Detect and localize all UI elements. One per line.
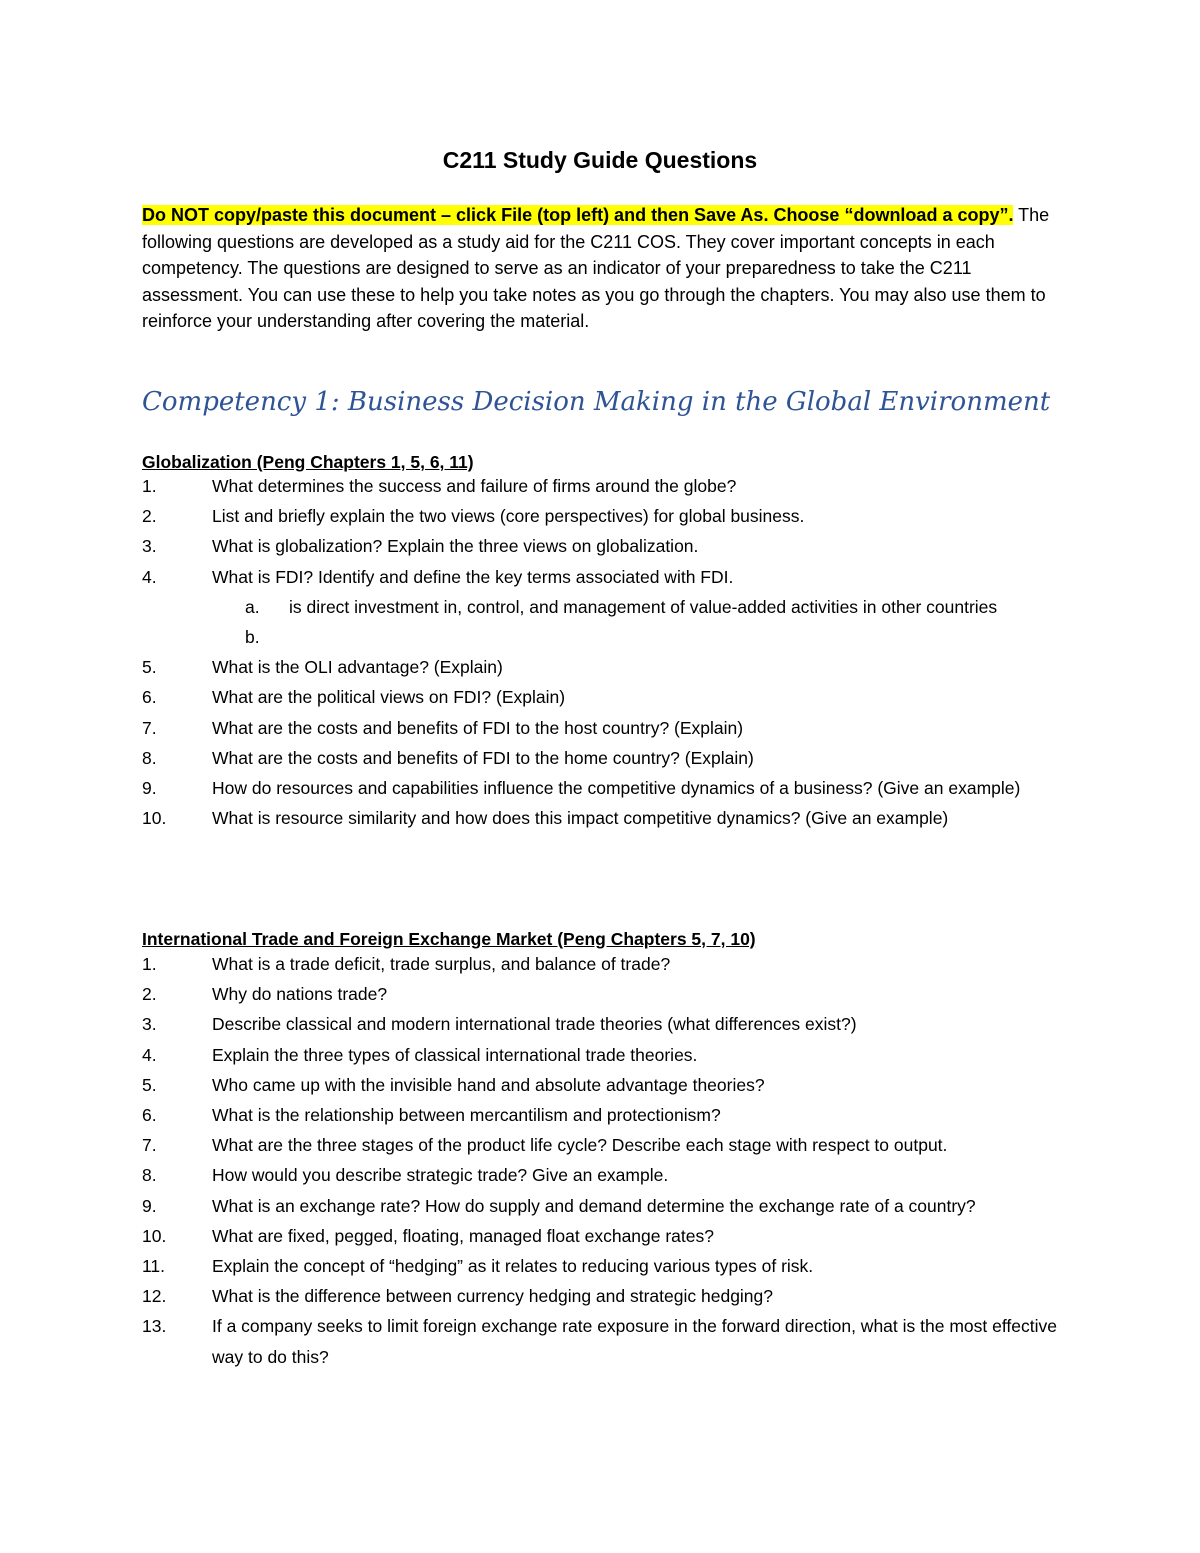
list-item: 12. What is the difference between currency hedging and strategic hedging?: [142, 1286, 774, 1307]
list-item: 5. What is the OLI advantage? (Explain): [142, 657, 503, 678]
download-notice: Do NOT copy/paste this document – click File (top left) and then Save As. Choose “download a copy”.: [142, 205, 1014, 225]
globalization-heading: Globalization (Peng Chapters 1, 5, 6, 11): [142, 452, 474, 472]
list-item: 4. What is FDI? Identify and define the key terms associated with FDI. a. is direct investment in, control, and management of value-added activities in other countries b.: [142, 562, 1062, 653]
list-item: 9. How do resources and capabilities influence the competitive dynamics of a business? (Give an example): [142, 778, 1021, 799]
globalization-question-list: [142, 471, 1062, 833]
fdi-sublist: [212, 592, 1062, 652]
trade-question-list: [142, 949, 1062, 1372]
list-item: 3. What is globalization? Explain the three views on globalization.: [142, 536, 699, 557]
intro-paragraph: [142, 202, 1067, 335]
list-item: 3. Describe classical and modern international trade theories (what differences exist?): [142, 1014, 857, 1035]
list-item: 10. What are fixed, pegged, floating, managed float exchange rates?: [142, 1225, 714, 1246]
sub-list-item: b.: [245, 627, 260, 648]
list-item: 6. What is the relationship between mercantilism and protectionism?: [142, 1105, 721, 1126]
list-item: 4. Explain the three types of classical international trade theories.: [142, 1044, 698, 1065]
list-item: 2. Why do nations trade?: [142, 984, 388, 1005]
trade-heading: International Trade and Foreign Exchange Market (Peng Chapters 5, 7, 10): [142, 929, 756, 949]
list-item: 1. What determines the success and failure of firms around the globe?: [142, 476, 737, 496]
list-item: 8. What are the costs and benefits of FDI to the home country? (Explain): [142, 747, 754, 768]
list-item: 5. Who came up with the invisible hand and absolute advantage theories?: [142, 1074, 765, 1095]
list-item: 1. What is a trade deficit, trade surplus, and balance of trade?: [142, 954, 671, 974]
intro-text: The following questions are developed as a study aid for the C211 COS. They cover important concepts in each competency. The questions are designed to serve as an indicator of your preparedness to take the C211 assessment. You can use these to help you take notes as you go through the chapters. You may also use them to reinforce your understanding after covering the material.: [142, 205, 1050, 331]
page-title: C211 Study Guide Questions: [442, 147, 758, 173]
sub-list-item: a. is direct investment in, control, and management of value-added activities in other countries: [245, 596, 998, 617]
list-item: 7. What are the three stages of the product life cycle? Describe each stage with respect to output.: [142, 1135, 948, 1156]
list-item: 7. What are the costs and benefits of FDI to the host country? (Explain): [142, 717, 744, 738]
list-item: 8. How would you describe strategic trade? Give an example.: [142, 1165, 669, 1186]
list-item: 13. If a company seeks to limit foreign exchange rate exposure in the forward direction, what is the most effective way to do this?: [142, 1316, 1057, 1367]
list-item: 2. List and briefly explain the two views (core perspectives) for global business.: [142, 506, 805, 527]
list-item: 10. What is resource similarity and how does this impact competitive dynamics? (Give an example): [142, 808, 949, 829]
list-item: 6. What are the political views on FDI? (Explain): [142, 687, 566, 708]
list-item: 11. Explain the concept of “hedging” as it relates to reducing various types of risk.: [142, 1256, 814, 1277]
competency-heading: Competency 1: Business Decision Making in the Global Environment: [142, 387, 1051, 417]
list-item: 9. What is an exchange rate? How do supply and demand determine the exchange rate of a country?: [142, 1195, 976, 1216]
